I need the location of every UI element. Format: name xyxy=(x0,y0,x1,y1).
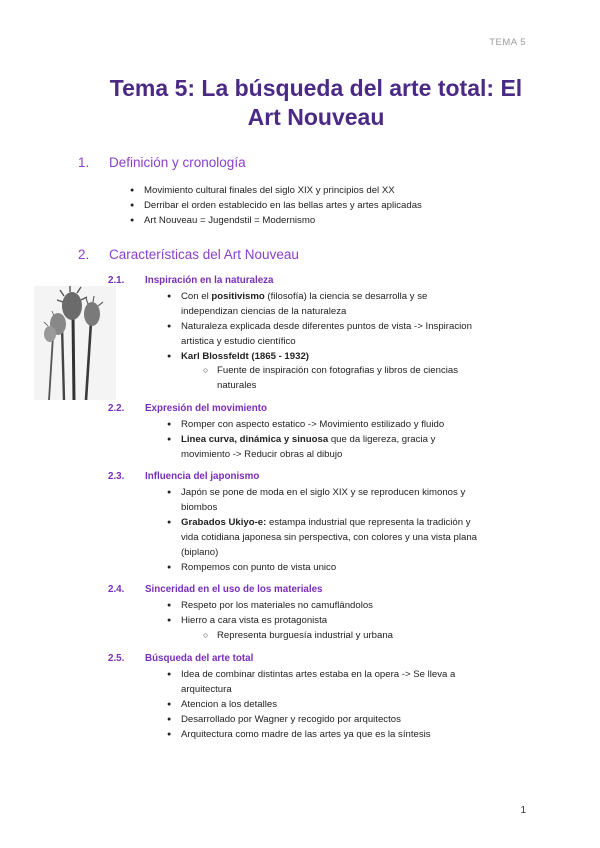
text: (filosofía) la ciencia se desarrolla y se xyxy=(264,291,428,302)
text: Fuente de inspiración con fotografias y libros de ciencias xyxy=(217,365,459,376)
text: vida cotidiana japonesa sin perspectiva, con colores y una vista plana xyxy=(181,532,477,543)
list-item xyxy=(167,432,436,462)
bullet-icon: ● xyxy=(167,731,172,738)
bullet-icon: ● xyxy=(167,436,172,443)
section-1-title: Definición y cronología xyxy=(109,155,246,170)
sub-list-item xyxy=(203,628,393,643)
bold-text: Karl Blossfeldt (1865 - 1932) xyxy=(181,351,309,362)
bold-text: Linea curva, dinámica y sinuosa xyxy=(181,434,329,445)
text: Idea de combinar distintas artes estaba en la opera -> Se lleva a xyxy=(181,669,456,680)
text: movimiento -> Reducir obras al dibujo xyxy=(181,449,343,460)
list-item xyxy=(167,712,401,727)
list-item xyxy=(130,183,395,198)
sub-list-item xyxy=(203,363,459,393)
page-number: 1 xyxy=(520,805,526,816)
section-2-number: 2. xyxy=(78,247,90,262)
bullet-icon: ● xyxy=(167,421,172,428)
text: arquitectura xyxy=(181,684,232,695)
list-item xyxy=(167,417,445,432)
bold-text: Grabados Ukiyo-e: xyxy=(181,517,267,528)
text: Hierro a cara vista es protagonista xyxy=(181,615,328,626)
subsection-2-2-heading xyxy=(108,403,267,414)
bullet-icon: ● xyxy=(167,293,172,300)
list-item xyxy=(167,485,466,515)
subsection-number: 2.4. xyxy=(108,584,125,595)
subsection-2-3-heading xyxy=(108,471,259,482)
bullet-icon: ● xyxy=(130,202,135,209)
header-tag: TEMA 5 xyxy=(489,37,526,48)
text: artistica y estudio científico xyxy=(181,336,296,347)
subsection-number: 2.5. xyxy=(108,653,125,664)
text: Rompemos con punto de vista unico xyxy=(181,562,337,573)
section-2-title: Características del Art Nouveau xyxy=(109,247,299,262)
circle-bullet-icon: ○ xyxy=(203,630,209,640)
bullet-icon: ● xyxy=(167,617,172,624)
bullet-icon: ● xyxy=(130,217,135,224)
bullet-icon: ● xyxy=(167,489,172,496)
title-line-2: Art Nouveau xyxy=(247,104,385,130)
text: Respeto por los materiales no camufländolos xyxy=(181,600,373,611)
list-item xyxy=(167,667,456,697)
text: naturales xyxy=(217,380,257,391)
bullet-icon: ● xyxy=(167,353,172,360)
bullet-icon: ● xyxy=(167,519,172,526)
bullet-icon: ● xyxy=(167,564,172,571)
section-2-heading xyxy=(78,247,299,262)
subsection-title: Inspiración en la naturaleza xyxy=(145,275,274,286)
list-item xyxy=(167,697,277,712)
bullet-icon: ● xyxy=(167,602,172,609)
list-item xyxy=(167,515,477,560)
list-item xyxy=(167,727,431,742)
bullet-icon: ● xyxy=(130,187,135,194)
subsection-title: Sinceridad en el uso de los materiales xyxy=(145,584,323,595)
circle-bullet-icon: ○ xyxy=(203,365,209,375)
subsection-title: Expresión del movimiento xyxy=(145,403,267,414)
subsection-number: 2.1. xyxy=(108,275,125,286)
subsection-2-4-heading xyxy=(108,584,323,595)
list-item xyxy=(167,289,428,319)
list-item xyxy=(167,349,309,364)
text: Romper con aspecto estatico -> Movimiento estilizado y fluido xyxy=(181,419,445,430)
text: Arquitectura como madre de las artes ya que es la síntesis xyxy=(181,729,431,740)
list-item xyxy=(130,198,422,213)
section-1-number: 1. xyxy=(78,155,90,170)
subsection-title: Búsqueda del arte total xyxy=(145,653,254,664)
text: Desarrollado por Wagner y recogido por arquitectos xyxy=(181,714,401,725)
bullet-icon: ● xyxy=(167,701,172,708)
text: Representa burguesía industrial y urbana xyxy=(217,630,393,641)
text: (biplano) xyxy=(181,547,219,558)
bullet-icon: ● xyxy=(167,671,172,678)
list-item-text: Art Nouveau = Jugendstil = Modernismo xyxy=(144,215,316,226)
text: biombos xyxy=(181,502,218,513)
page-title xyxy=(60,74,572,132)
text: Naturaleza explicada desde diferentes puntos de vista -> Inspiracion xyxy=(181,321,472,332)
title-line-1: Tema 5: La búsqueda del arte total: El xyxy=(109,75,523,101)
bold-text: positivismo xyxy=(211,291,265,302)
text: estampa industrial que representa la tradición y xyxy=(266,517,471,528)
text: Con el xyxy=(181,291,212,302)
list-item-text: Movimiento cultural finales del siglo XIX y principios del XX xyxy=(144,185,395,196)
bullet-icon: ● xyxy=(167,323,172,330)
subsection-2-5-heading xyxy=(108,653,253,664)
section-1-heading xyxy=(78,155,246,170)
bullet-icon: ● xyxy=(167,716,172,723)
text: independizan ciencias de la naturaleza xyxy=(181,306,347,317)
subsection-title: Influencia del japonismo xyxy=(145,471,260,482)
text: Atencion a los detalles xyxy=(181,699,277,710)
list-item xyxy=(167,598,373,613)
list-item xyxy=(167,319,472,349)
list-item xyxy=(167,613,328,628)
text: Japón se pone de moda en el siglo XIX y se reproducen kimonos y xyxy=(181,487,466,498)
list-item xyxy=(130,213,316,228)
subsection-number: 2.3. xyxy=(108,471,125,482)
text: que da ligereza, gracia y xyxy=(328,434,436,445)
list-item xyxy=(167,560,337,575)
list-item-text: Derribar el orden establecido en las bellas artes y artes aplicadas xyxy=(144,200,422,211)
subsection-number: 2.2. xyxy=(108,403,125,414)
subsection-2-1-heading xyxy=(108,275,274,286)
plant-photo-illustration xyxy=(34,286,116,400)
